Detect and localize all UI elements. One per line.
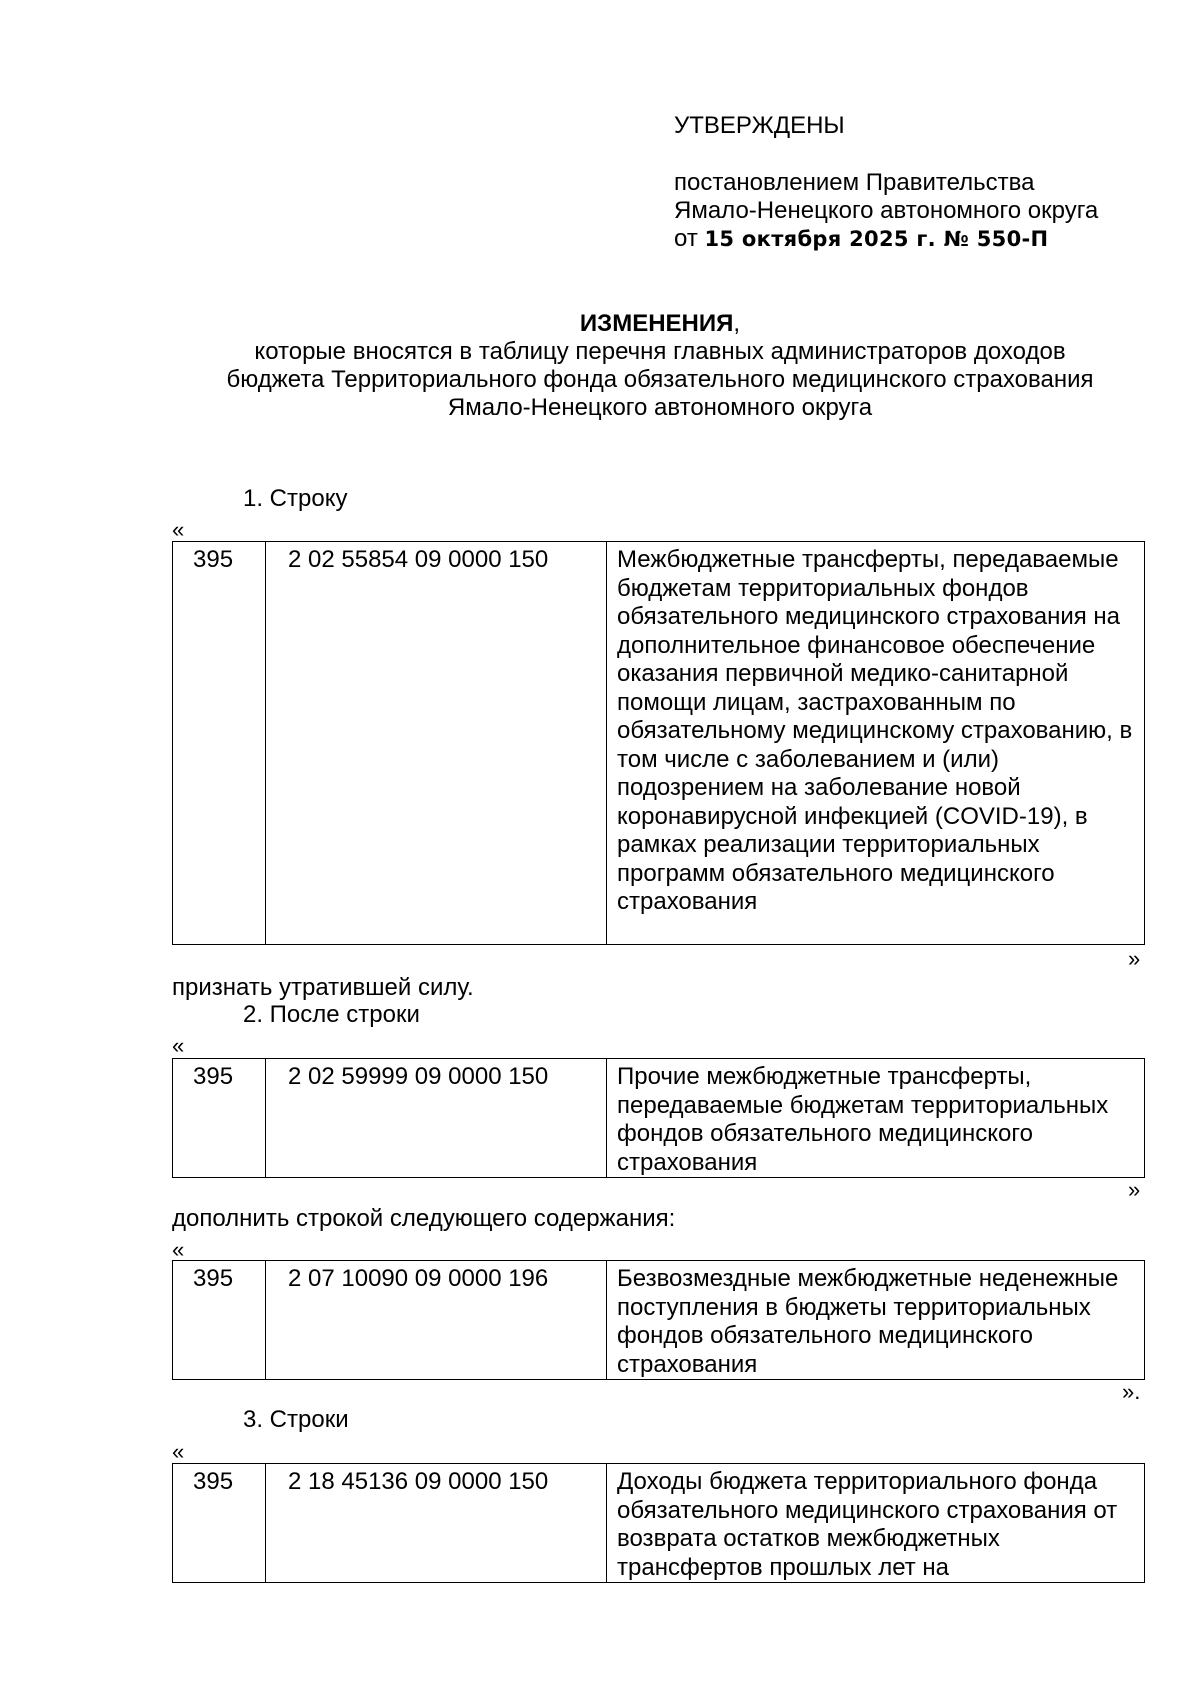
revenue-code-cell: 2 18 45136 09 0000 150 xyxy=(266,1464,607,1583)
revenue-code-cell: 2 02 55854 09 0000 150 xyxy=(266,542,607,945)
section-2-new-row-table xyxy=(172,1260,1145,1380)
approval-date-number: 15 октября 2025 г. № 550-П xyxy=(704,227,1049,251)
table-row xyxy=(173,1464,1145,1583)
admin-code-cell: 395 xyxy=(173,1059,266,1178)
approval-line-1: постановлением Правительства xyxy=(674,169,1035,196)
section-2-open-quote: « xyxy=(172,1033,185,1058)
section-2-close-quote-dot: ». xyxy=(1122,1379,1141,1404)
approval-stamp: УТВЕРЖДЕНЫ xyxy=(674,112,845,139)
section-2-heading: 2. После строки xyxy=(243,1001,420,1028)
title-line-2: бюджета Территориального фонда обязательного медицинского страхования xyxy=(226,366,1094,393)
title-comma: , xyxy=(733,310,741,337)
revenue-code-cell: 2 02 59999 09 0000 150 xyxy=(266,1059,607,1178)
section-1-open-quote: « xyxy=(172,517,185,542)
section-1-table xyxy=(172,541,1145,945)
title-heading: ИЗМЕНЕНИЯ xyxy=(579,310,734,337)
section-3-heading: 3. Строки xyxy=(243,1406,349,1433)
document-title xyxy=(160,310,1160,422)
approval-date-line xyxy=(674,225,1098,253)
section-3-table xyxy=(172,1463,1145,1583)
section-1-heading: 1. Строку xyxy=(243,485,348,512)
revenue-name-cell: Межбюджетные трансферты, передаваемые бюджетам территориальных фондов обязательного медицинского страхования на дополнительное финансовое обеспечение оказания первичной медико-санитарной помощи лицам, застрахованным по обязательному медицинскому страхованию, в том числе с заболеванием и (или) подозрением на заболевание новой коронавирусной инфекцией (COVID-19), в рамках реализации территориальных программ обязательного медицинского страхования xyxy=(607,542,1145,945)
table-row xyxy=(173,1261,1145,1380)
admin-code-cell: 395 xyxy=(173,1464,266,1583)
revenue-code-cell: 2 07 10090 09 0000 196 xyxy=(266,1261,607,1380)
section-2-table xyxy=(172,1058,1145,1178)
approval-line-2: Ямало-Ненецкого автономного округа xyxy=(674,197,1099,224)
revenue-name-cell: Безвозмездные межбюджетные неденежные поступления в бюджеты территориальных фондов обязательного медицинского страхования xyxy=(607,1261,1145,1380)
revenue-name-cell: Доходы бюджета территориального фонда обязательного медицинского страхования от возврата остатков межбюджетных трансфертов прошлых лет на xyxy=(607,1464,1145,1583)
table-row xyxy=(173,1059,1145,1178)
section-2-row2-open-quote: « xyxy=(172,1237,185,1262)
table-row xyxy=(173,542,1145,945)
admin-code-cell: 395 xyxy=(173,542,266,945)
section-1-after-text: признать утратившей силу. xyxy=(172,974,474,1001)
section-1-close-quote: » xyxy=(1128,946,1141,971)
approval-block xyxy=(674,112,1098,253)
approval-date-prefix: от xyxy=(674,225,705,252)
revenue-name-cell: Прочие межбюджетные трансферты, передаваемые бюджетам территориальных фондов обязательного медицинского страхования xyxy=(607,1059,1145,1178)
section-2-close-quote: » xyxy=(1128,1177,1141,1202)
section-2-after-text: дополнить строкой следующего содержания: xyxy=(172,1205,676,1232)
title-line-1: которые вносятся в таблицу перечня главных администраторов доходов xyxy=(254,338,1066,365)
admin-code-cell: 395 xyxy=(173,1261,266,1380)
section-3-open-quote: « xyxy=(172,1439,185,1464)
title-heading-line xyxy=(160,310,1160,338)
title-line-3: Ямало-Ненецкого автономного округа xyxy=(447,394,873,421)
